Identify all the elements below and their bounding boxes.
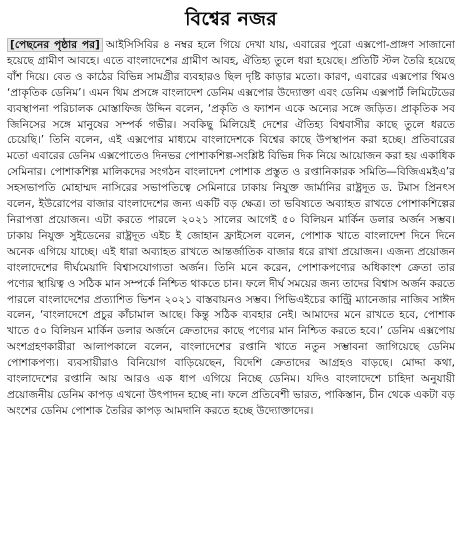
- news-page: [6, 4, 456, 530]
- headline-area: [6, 4, 456, 38]
- article-body-text: আইসিসিবির ৪ নম্বর হলে গিয়ে দেখা যায়, এবারের পুরো এক্সপো-প্রাঙ্গণ সাজানো হয়েছে গ্রামীণ আবহে। এতে বাংলাদেশের গ্রামীণ আবহ, ঐতিহ্য তুলে ধরা হয়েছে। প্রতিটি স্টল তৈরি হয়েছে বাঁশ দিয়ে। বেত ও কাঠের বিভিন্ন সামগ্রীর ব্যবহারও ছিল দৃষ্টি কাড়ার মতো। কারণ, এবারের এক্সপোর থিমও ‘প্রাকৃতিক ডেনিম’। এমন থিম প্রসঙ্গে বাংলাদেশ ডেনিম এক্সপোর উদ্যোক্তা এবং ডেনিম এক্সপার্ট লিমিটেডের ব্যবস্থাপনা পরিচালক মোস্তাফিজ উদ্দিন বলেন, ‘প্রকৃতি ও ফ্যাশন একে অন্যের সঙ্গে জড়িত। প্রাকৃতিক সব জিনিসের সঙ্গে মানুষের সম্পর্ক গভীর। সবকিছু মিলিয়েই দেশের ঐতিহ্য বিশ্ববাসীর কাছে তুলে ধরতে চেয়েছি।’ তিনি বলেন, এই এক্সপোর মাধ্যমে বাংলাদেশকে বিশ্বের কাছে উপস্থাপন করা হচ্ছে। প্রতিবারের মতো এবারের ডেনিম এক্সপোতেও দিনভর পোশাকশিল্প-সংশ্লিষ্ট বিভিন্ন দিক নিয়ে আয়োজন করা হয় একাধিক সেমিনার। পোশাকশিল্প মালিকদের সংগঠন বাংলাদেশ পোশাক প্রস্তুত ও রপ্তানিকারক সমিতি—বিজিএমইএ’র সহসভাপতি মোহাম্মদ নাসিরের সভাপতিত্বে সেমিনারে ঢাকায় নিযুক্ত জার্মানির রাষ্ট্রদূত ড. টমাস প্রিনৎস বলেন, ইউরোপের বাজার বাংলাদেশের জন্য একটি বড় ক্ষেত্র। তা ভবিষ্যতে অব্যাহত রাখতে পোশাকশিল্পের নিরাপত্তা প্রয়োজন। এটা করতে পারলে ২০২১ সালের আগেই ৫০ বিলিয়ন মার্কিন ডলার অর্জন সম্ভব। ঢাকায় নিযুক্ত সুইডেনের রাষ্ট্রদূত এইচ ই জোহান ফ্রাইসেল বলেন, পোশাক খাতে বাংলাদেশ দিনে দিনে অনেক এগিয়ে যাচ্ছে। এই ধারা অব্যাহত রাখতে আন্তর্জাতিক বাজার ধরে রাখা প্রয়োজন। এজন্য প্রয়োজন বাংলাদেশের দীর্ঘমেয়াদি বিশ্বাসযোগ্যতা অর্জন। তিনি মনে করেন, পোশাকপণ্যের অধিকাংশ ক্রেতা তার পণ্যের স্থায়িত্ব ও সঠিক মান সম্পর্কে নিশ্চিত থাকতে চান। ফলে দীর্ঘ সময়ের জন্য তাদের বিশ্বাস অর্জন করতে পারলে বাংলাদেশের প্রত্যাশিত ভিশন ২০২১ বাস্তবায়নও সম্ভব। পিভিএইচের কান্ট্রি ম্যানেজার নাজিব সাঈদ বলেন, ‘বাংলাদেশে প্রচুর কাঁচামাল আছে। কিন্তু সঠিক ব্যবহার নেই। আমাদের মনে রাখতে হবে, পোশাক খাতে ৫০ বিলিয়ন মার্কিন ডলার অর্জনে ক্রেতাদের কাছে পণ্যের মান নিশ্চিত করতে হবে।’ ডেনিম এক্সপোয় অংশগ্রহণকারীরা আলাপকালে বলেন, বাংলাদেশের রপ্তানি খাতে নতুন সম্ভাবনা জাগিয়েছে ডেনিম পোশাকপণ্য। ব্যবসায়ীরাও বিনিয়োগ বাড়িয়েছেন, বিদেশি ক্রেতাদের আগ্রহও বাড়ছে। মোদ্দা কথা, বাংলাদেশের রপ্তানি আয় আরও এক ধাপ এগিয়ে নিচ্ছে ডেনিম। যদিও বাংলাদেশে চাহিদা অনুযায়ী প্রয়োজনীয় ডেনিম কাপড় এখনো উৎপাদন হচ্ছে না। ফলে প্রতিবেশী ভারত, পাকিস্তান, চীন থেকে একটা বড় অংশের ডেনিম পোশাক তৈরির কাপড় আমদানি করতে হচ্ছে উদ্যোক্তাদের।: [7, 39, 456, 417]
- continuation-kicker: [পেছনের পৃষ্ঠার পর]: [7, 38, 103, 52]
- article-headline: বিশ্বের নজর: [185, 8, 277, 30]
- article-body-paragraph: [6, 38, 456, 420]
